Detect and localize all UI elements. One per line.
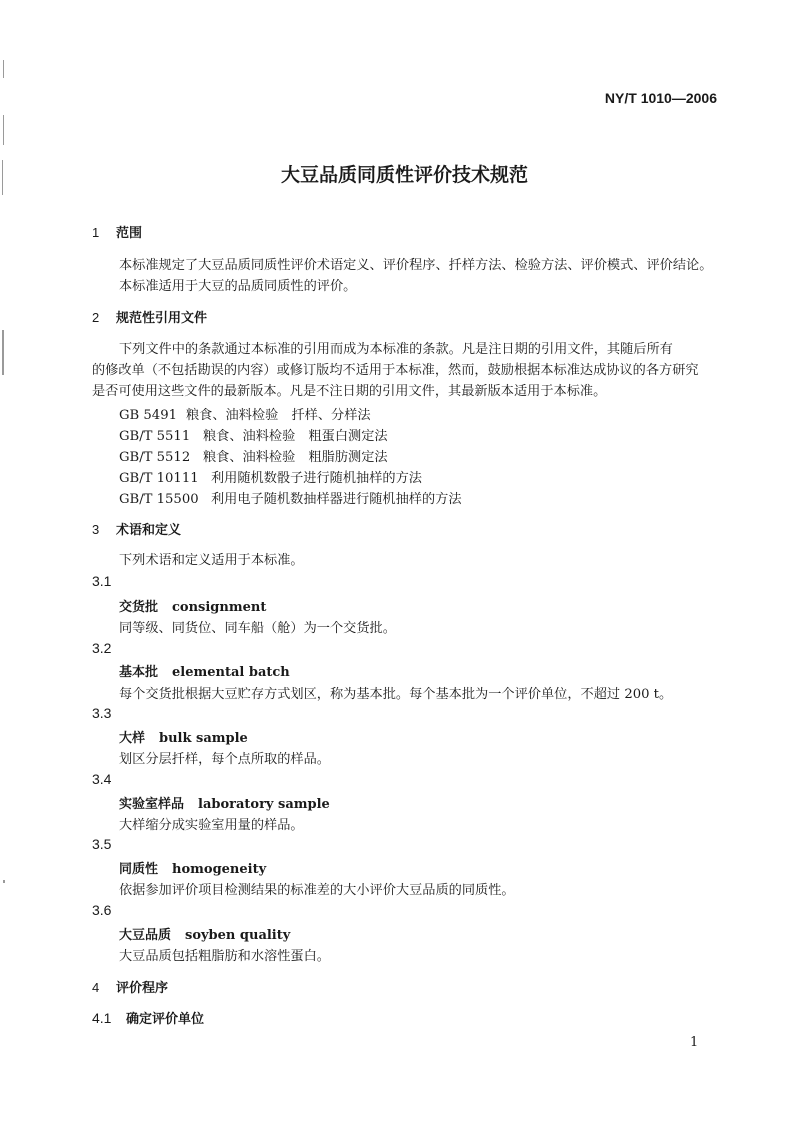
term-en: laboratory sample xyxy=(198,797,330,812)
clause-number: 3.3 xyxy=(92,705,112,721)
term-en: bulk sample xyxy=(159,731,248,746)
paragraph-line: 本标准适用于大豆的品质同质性的评价。 xyxy=(119,279,357,294)
term-definition: 大豆品质包括粗脂肪和水溶性蛋白。 xyxy=(119,949,330,964)
term-definition: 大样缩分成实验室用量的样品。 xyxy=(119,818,304,833)
term-heading xyxy=(119,858,266,877)
section-1-heading xyxy=(92,222,142,241)
reference-title: 粮食、油料检验 粗蛋白测定法 xyxy=(203,429,388,444)
reference-title: 利用随机数骰子进行随机抽样的方法 xyxy=(211,471,422,486)
reference-code: GB/T 10111 xyxy=(119,471,199,486)
term-definition: 同等级、同货位、同车船（舱）为一个交货批。 xyxy=(119,621,396,636)
term-definition: 依据参加评价项目检测结果的标准差的大小评价大豆品质的同质性。 xyxy=(119,883,515,898)
section-3-heading xyxy=(92,519,181,538)
page-number: 1 xyxy=(690,1035,699,1050)
reference-title: 粮食、油料检验 粗脂肪测定法 xyxy=(203,450,388,465)
clause-number: 3.4 xyxy=(92,771,112,787)
term-heading xyxy=(119,661,290,680)
term-zh: 大豆品质 xyxy=(119,928,172,943)
section-2-heading xyxy=(92,307,207,326)
term-en: homogeneity xyxy=(172,862,267,877)
reference-item xyxy=(119,425,388,444)
subsection-4-1-heading xyxy=(92,1008,204,1027)
reference-title: 利用电子随机数抽样器进行随机抽样的方法 xyxy=(211,492,462,507)
section-title: 确定评价单位 xyxy=(126,1012,205,1027)
reference-code: GB 5491 xyxy=(119,408,177,423)
standard-number: NY/T 1010—2006 xyxy=(604,90,717,106)
section-4-heading xyxy=(92,977,168,996)
term-zh: 同质性 xyxy=(119,862,159,877)
section-number: 4.1 xyxy=(92,1010,112,1026)
term-heading xyxy=(119,793,330,812)
term-heading xyxy=(119,727,248,746)
reference-code: GB/T 5512 xyxy=(119,450,191,465)
reference-code: GB/T 5511 xyxy=(119,429,191,444)
section-title: 规范性引用文件 xyxy=(116,311,208,326)
section-number: 3 xyxy=(92,522,100,537)
term-zh: 大样 xyxy=(119,731,146,746)
scan-artifact xyxy=(2,330,4,375)
reference-item xyxy=(119,467,422,486)
section-title: 术语和定义 xyxy=(116,523,182,538)
reference-title: 粮食、油料检验 扦样、分样法 xyxy=(186,408,371,423)
clause-number: 3.6 xyxy=(92,902,112,918)
term-zh: 实验室样品 xyxy=(119,797,185,812)
reference-item xyxy=(119,404,371,423)
term-heading xyxy=(119,596,266,615)
term-heading xyxy=(119,924,290,943)
clause-number: 3.2 xyxy=(92,640,112,656)
section-title: 评价程序 xyxy=(116,981,169,996)
paragraph-line: 下列文件中的条款通过本标准的引用而成为本标准的条款。凡是注日期的引用文件，其随后所有 xyxy=(119,342,673,357)
term-en: consignment xyxy=(172,600,267,615)
scan-artifact xyxy=(3,880,5,883)
term-definition: 每个交货批根据大豆贮存方式划区，称为基本批。每个基本批为一个评价单位，不超过 200 t。 xyxy=(119,687,673,702)
term-zh: 交货批 xyxy=(119,600,159,615)
section-number: 4 xyxy=(92,980,100,995)
term-zh: 基本批 xyxy=(119,665,159,680)
term-en: soyben quality xyxy=(185,928,291,943)
section-number: 1 xyxy=(92,225,100,240)
section-title: 范围 xyxy=(116,226,143,241)
paragraph-line: 下列术语和定义适用于本标准。 xyxy=(119,553,304,568)
reference-item xyxy=(119,446,388,465)
scan-artifact xyxy=(3,60,4,78)
term-definition: 划区分层扦样，每个点所取的样品。 xyxy=(119,752,330,767)
paragraph-line: 的修改单（不包括勘误的内容）或修订版均不适用于本标准，然而，鼓励根据本标准达成协议的各方研究 xyxy=(92,363,699,378)
term-en: elemental batch xyxy=(172,665,290,680)
clause-number: 3.5 xyxy=(92,836,112,852)
reference-item xyxy=(119,488,462,507)
paragraph-line: 本标准规定了大豆品质同质性评价术语定义、评价程序、扦样方法、检验方法、评价模式、评价结论。 xyxy=(119,258,713,273)
clause-number: 3.1 xyxy=(92,573,112,589)
section-number: 2 xyxy=(92,310,100,325)
reference-code: GB/T 15500 xyxy=(119,492,199,507)
document-title: 大豆品质同质性评价技术规范 xyxy=(280,164,528,186)
paragraph-line: 是否可使用这些文件的最新版本。凡是不注日期的引用文件，其最新版本适用于本标准。 xyxy=(92,384,607,399)
scan-artifact xyxy=(3,115,4,145)
